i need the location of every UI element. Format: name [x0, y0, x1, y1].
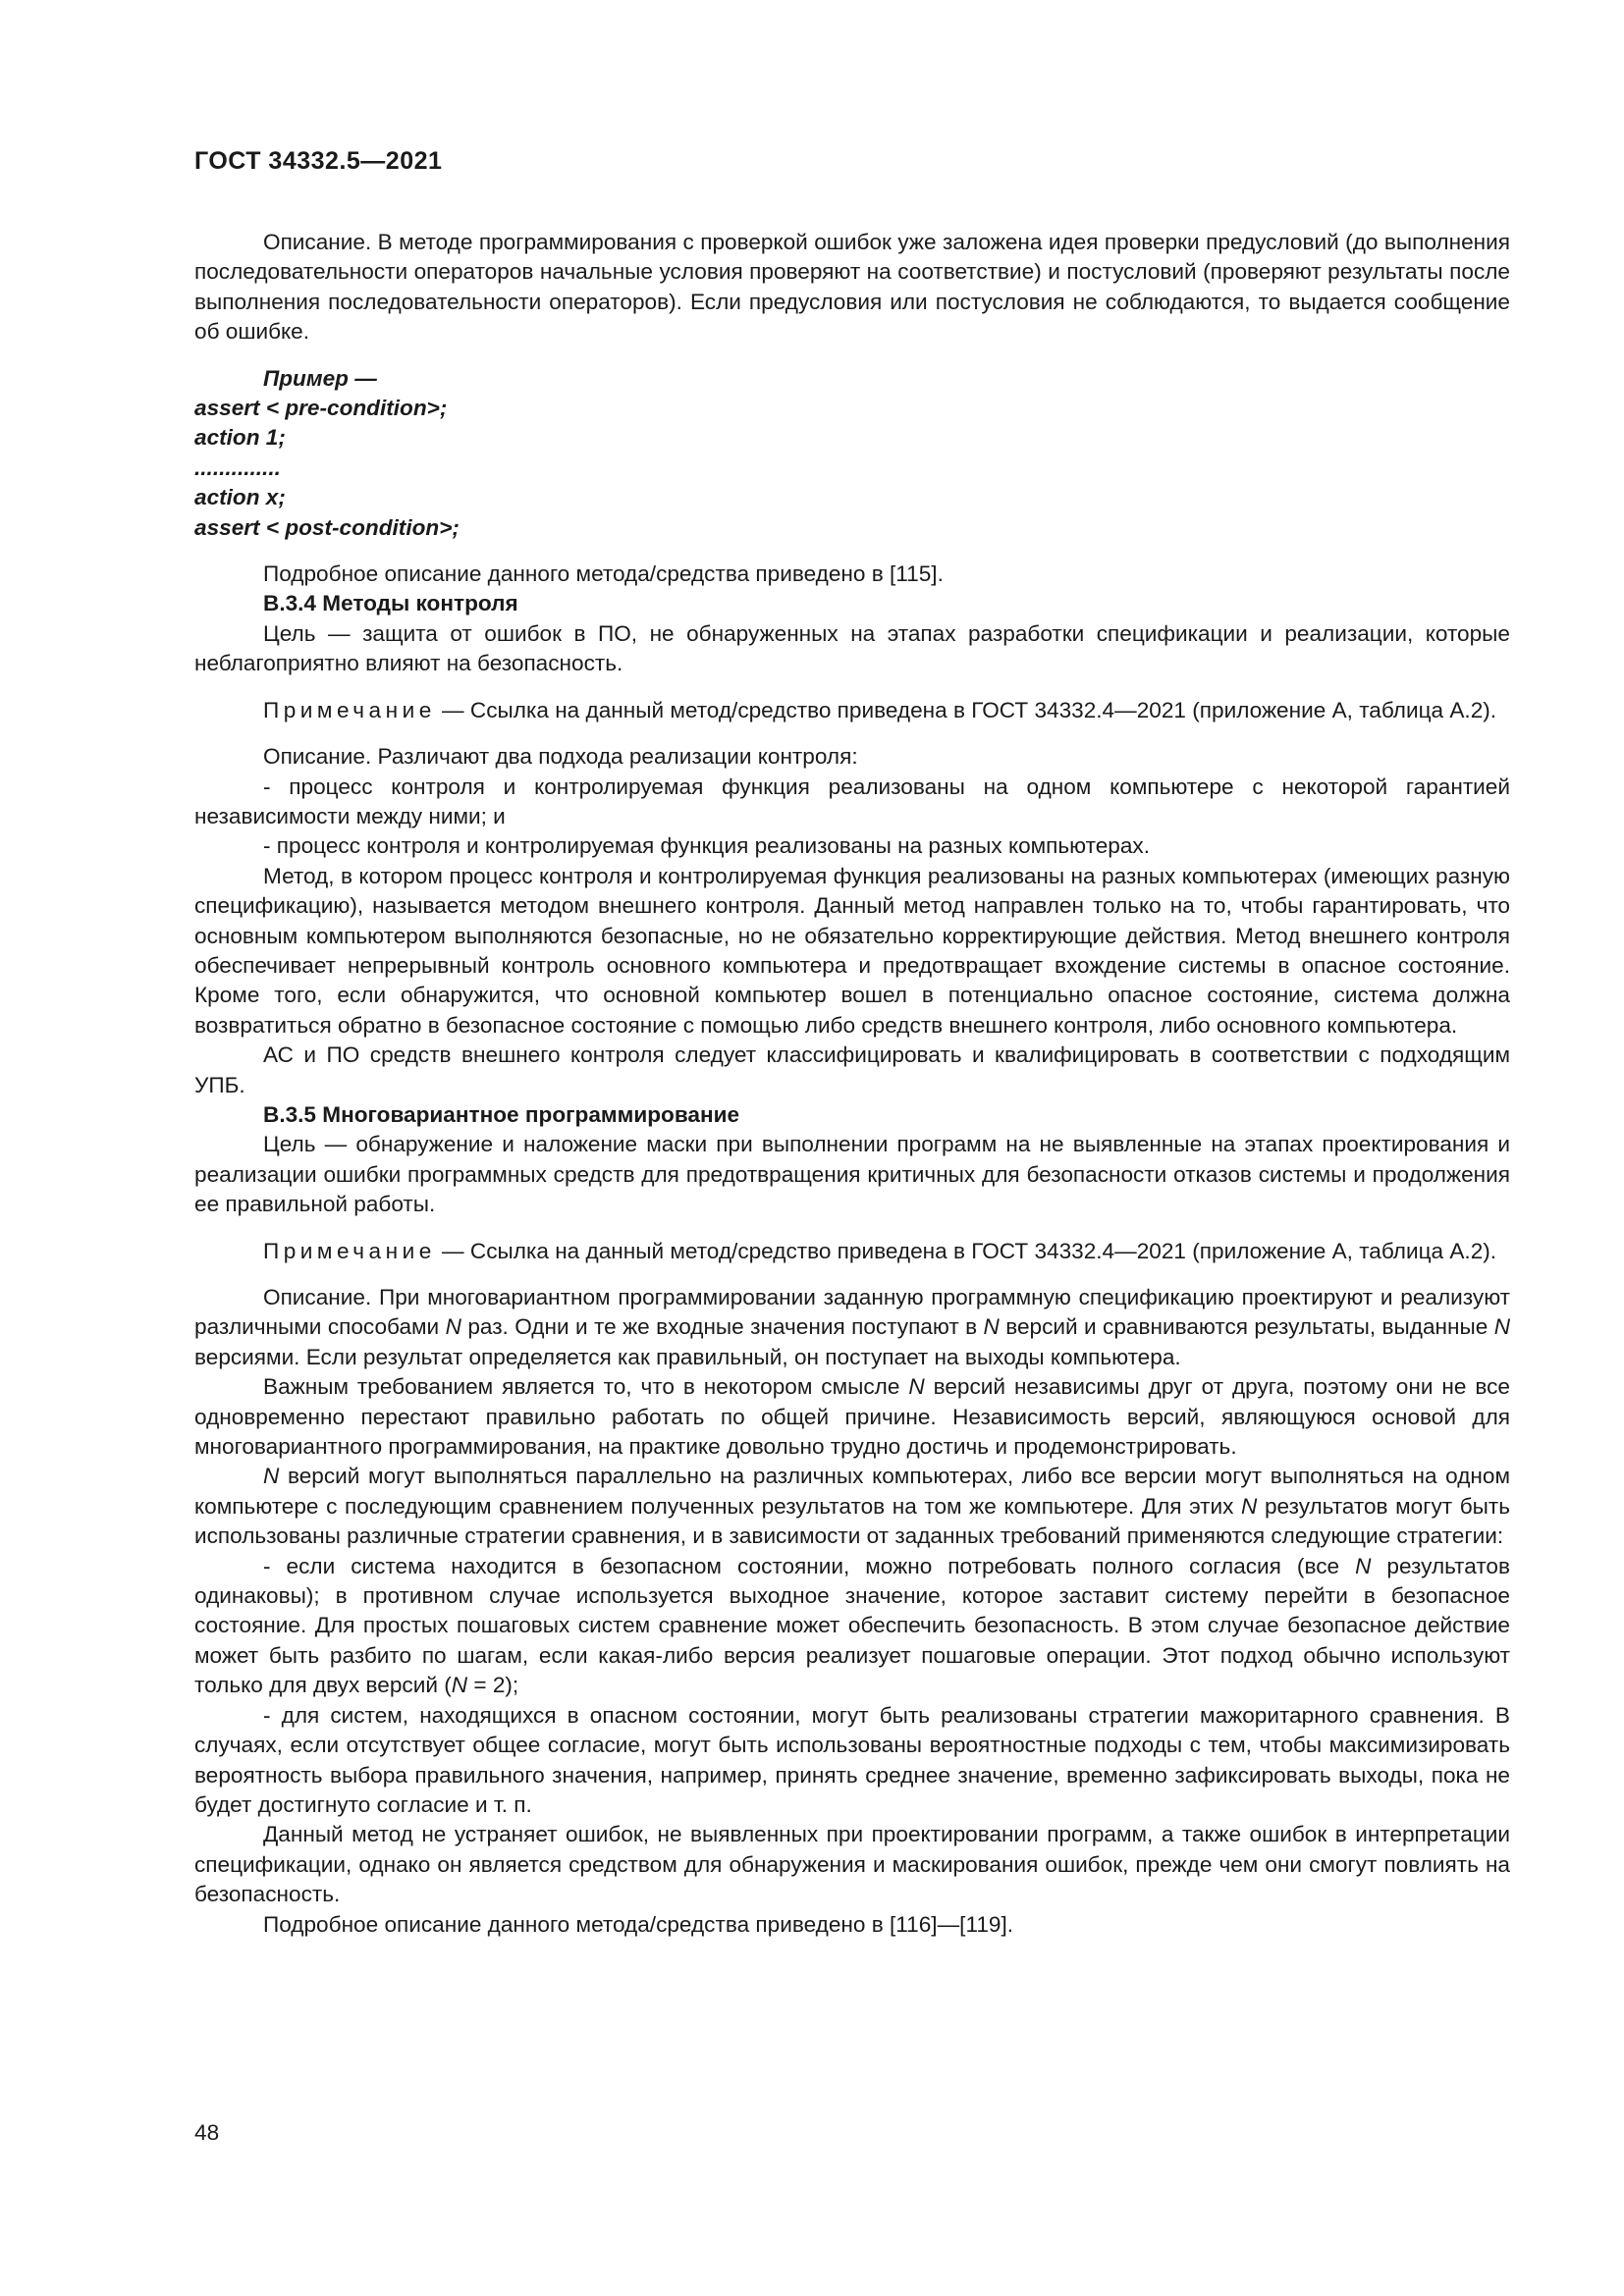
- document-header: ГОСТ 34332.5—2021: [194, 147, 443, 175]
- text-run: версиями. Если результат определяется как правильный, он поступает на выходы компьютера.: [194, 1344, 1181, 1369]
- text-run: раз. Одни и те же входные значения поступают в: [460, 1314, 984, 1340]
- document-body: [194, 228, 1510, 1940]
- b35-strategy-safe: [194, 1552, 1510, 1701]
- variable-n: N: [1493, 1314, 1511, 1340]
- text-run: результатов могут быть использованы различные стратегии сравнения, и в зависимости от заданных требований применяются следующие стратегии:: [194, 1493, 1510, 1549]
- b33-reference: Подробное описание данного метода/средства приведено в [115].: [263, 561, 944, 587]
- b35-description: [194, 1283, 1510, 1372]
- code-line: assert < post-condition>;: [194, 514, 460, 540]
- text-run: результатов одинаковы); в противном случае используется выходное значение, которое заставит систему перейти в безопасное состояние. Для простых пошаговых систем сравнение может обеспечить безопасность. В этом случае безопасное действие может быть разбито по шагам, если какая-либо версия реализует пошаговые операции. Этот подход обычно используют только для двух версий (: [194, 1553, 1510, 1698]
- code-line: action 1;: [194, 425, 286, 451]
- b35-independence: [194, 1372, 1510, 1462]
- variable-n: N: [983, 1314, 1000, 1340]
- b34-list-item: - процесс контроля и контролируемая функция реализованы на разных компьютерах.: [263, 833, 1150, 859]
- b34-list-item: - процесс контроля и контролируемая функция реализованы на одном компьютере с некоторой гарантией независимости между ними; и: [194, 774, 1510, 828]
- variable-n: N: [451, 1673, 468, 1698]
- b35-reference: Подробное описание данного метода/средства приведено в [116]—[119].: [263, 1911, 1014, 1937]
- b34-paragraph: АС и ПО средств внешнего контроля следует классифицировать и квалифицировать в соответствии с подходящим УПБ.: [194, 1042, 1510, 1097]
- page-number: 48: [194, 2120, 220, 2145]
- b35-limitation: Данный метод не устраняет ошибок, не выявленных при проектировании программ, а также ошибок в интерпретации спецификации, однако он является средством для обнаружения и маскирования ошибок, прежде чем они смогут повлиять на безопасность.: [194, 1822, 1510, 1907]
- note-label: Примечание: [263, 1238, 436, 1263]
- code-line: assert < pre-condition>;: [194, 396, 448, 421]
- b33-description: Описание. В методе программирования с проверкой ошибок уже заложена идея проверки предусловий (до выполнения последовательности операторов начальные условия проверяют на соответствие) и постусловий (проверяют результаты после выполнения последовательности операторов). Если предусловия или постусловия не соблюдаются, то выдается сообщение об ошибке.: [194, 230, 1510, 345]
- note-label: Примечание: [263, 697, 436, 722]
- variable-n: N: [1355, 1553, 1372, 1578]
- text-run: Описание. При многовариантном программировании заданную программную спецификацию проектируют и реализуют различными способами: [194, 1285, 1510, 1340]
- example-label: Пример —: [263, 365, 377, 391]
- text-run: версий могут выполняться параллельно на различных компьютерах, либо все версии могут выполняться на одном компьютере с последующим сравнением полученных результатов на том же компьютере. Для этих: [194, 1464, 1510, 1519]
- text-run: = 2);: [467, 1673, 519, 1698]
- variable-n: N: [1241, 1493, 1258, 1519]
- b34-note: [194, 696, 1510, 725]
- note-text: — Ссылка на данный метод/средство приведена в ГОСТ 34332.4—2021 (приложение А, таблица А.2).: [435, 697, 1497, 722]
- code-line: ..............: [194, 454, 281, 480]
- text-run: Важным требованием является то, что в некотором смысле: [263, 1374, 909, 1400]
- b34-paragraph: Метод, в котором процесс контроля и контролируемая функция реализованы на разных компьютерах (имеющих разную спецификацию), называется методом внешнего контроля. Данный метод направлен только на то, чтобы гарантировать, что основным компьютером выполняются безопасные, но не обязательно корректирующие действия. Метод внешнего контроля обеспечивает непрерывный контроль основного компьютера и предотвращает вхождение системы в опасное состояние. Кроме того, если обнаружится, что основной компьютер вошел в потенциально опасное состояние, система должна возвратиться обратно в безопасное состояние с помощью либо средств внешнего контроля, либо основного компьютера.: [194, 863, 1510, 1038]
- section-heading-b34: В.3.4 Методы контроля: [263, 591, 518, 616]
- b35-strategy-hazard: - для систем, находящихся в опасном состоянии, могут быть реализованы стратегии мажоритарного сравнения. В случаях, если отсутствует общее согласие, могут быть использованы вероятностные подходы с тем, чтобы максимизировать вероятность выбора правильного значения, например, принять среднее значение, временно зафиксировать выходы, пока не будет достигнуто согласие и т. п.: [194, 1702, 1510, 1817]
- code-line: action x;: [194, 485, 286, 510]
- text-run: версий и сравниваются результаты, выданные: [999, 1314, 1494, 1340]
- section-heading-b35: В.3.5 Многовариантное программирование: [263, 1101, 740, 1127]
- b35-goal: Цель — обнаружение и наложение маски при выполнении программ на не выявленные на этапах проектирования и реализации ошибки программных средств для предотвращения критичных для безопасности отказов системы и продолжения ее правильной работы.: [194, 1132, 1510, 1217]
- variable-n: N: [445, 1314, 461, 1340]
- b35-parallel: [194, 1462, 1510, 1551]
- text-run: - если система находится в безопасном состоянии, можно потребовать полного согласия (все: [263, 1553, 1356, 1578]
- variable-n: N: [263, 1464, 280, 1489]
- b34-description: Описание. Различают два подхода реализации контроля:: [263, 744, 858, 770]
- note-text: — Ссылка на данный метод/средство приведена в ГОСТ 34332.4—2021 (приложение А, таблица А.2).: [435, 1238, 1497, 1263]
- variable-n: N: [908, 1374, 925, 1400]
- b35-note: [194, 1237, 1510, 1266]
- text-run: версий независимы друг от друга, поэтому они не все одновременно перестают правильно работать по общей причине. Независимость версий, являющуюся основой для многовариантного программирования, на практике довольно трудно достичь и продемонстрировать.: [194, 1374, 1510, 1460]
- b34-goal: Цель — защита от ошибок в ПО, не обнаруженных на этапах разработки спецификации и реализации, которые неблагоприятно влияют на безопасность.: [194, 620, 1510, 676]
